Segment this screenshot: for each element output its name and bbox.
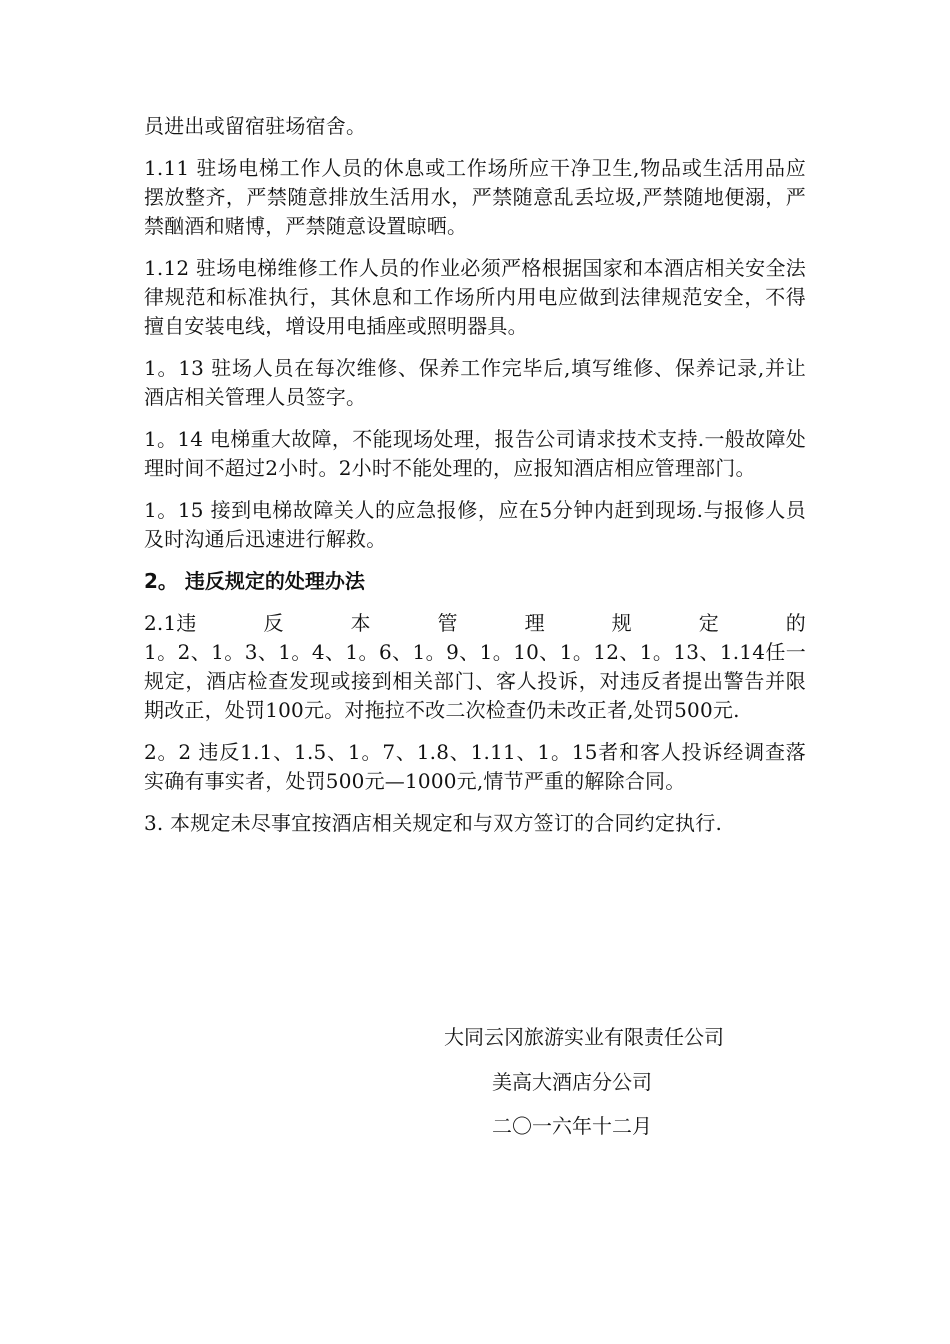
paragraph-3: 3. 本规定未尽事宜按酒店相关规定和与双方签订的合同约定执行.: [144, 811, 722, 835]
paragraph-2-1-word: 本: [350, 611, 371, 635]
document-body: [144, 112, 806, 851]
paragraph-2-1-word: 理: [524, 611, 545, 635]
signature-branch: 美高大酒店分公司: [492, 1070, 652, 1094]
paragraph-2-1-word: 管: [437, 611, 458, 635]
paragraph-1-10-continued: 员进出或留宿驻场宿舍。: [144, 114, 367, 138]
paragraph-1-11: 1.11 驻场电梯工作人员的休息或工作场所应干净卫生,物品或生活用品应摆放整齐，严禁随意排放生活用水，严禁随意乱丢垃圾,严禁随地便溺，严禁酗酒和赌博，严禁随意设置晾晒。: [144, 156, 806, 238]
paragraph-2-1-word: 定: [698, 611, 719, 635]
signature-company: 大同云冈旅游实业有限责任公司: [444, 1025, 724, 1049]
paragraph-2-2: 2。2 违反1.1、1.5、1。7、1.8、1.11、1。15者和客人投诉经调查落实确有事实者，处罚500元—1000元,情节严重的解除合同。: [144, 740, 806, 793]
paragraph-2-1-word: 2.1违: [144, 611, 197, 635]
paragraph-1-15: 1。15 接到电梯故障关人的应急报修，应在5分钟内赶到现场.与报修人员及时沟通后迅速进行解救。: [144, 498, 806, 551]
paragraph-2-1-word: 规: [611, 611, 632, 635]
section-2-heading: 2。 违反规定的处理办法: [144, 569, 365, 593]
paragraph-2-1-word: 的: [785, 611, 806, 635]
paragraph-2-1-first-line: [144, 609, 806, 638]
paragraph-2-1-rest: 1。2、1。3、1。4、1。6、1。9、1。10、1。12、1。13、1.14任一规定，酒店检查发现或接到相关部门、客人投诉，对违反者提出警告并限期改正，处罚100元。对拖拉不改二次检查仍未改正者,处罚500元.: [144, 640, 806, 722]
paragraph-1-14: 1。14 电梯重大故障，不能现场处理，报告公司请求技术支持.一般故障处理时间不超过2小时。2小时不能处理的，应报知酒店相应管理部门。: [144, 427, 806, 480]
paragraph-2-1-word: 反: [263, 611, 284, 635]
paragraph-1-13: 1。13 驻场人员在每次维修、保养工作完毕后,填写维修、保养记录,并让酒店相关管理人员签字。: [144, 356, 806, 409]
signature-date: 二〇一六年十二月: [492, 1114, 652, 1138]
paragraph-1-12: 1.12 驻场电梯维修工作人员的作业必须严格根据国家和本酒店相关安全法律规范和标准执行，其休息和工作场所内用电应做到法律规范安全，不得擅自安装电线，增设用电插座或照明器具。: [144, 256, 806, 338]
paragraph-2-1: [144, 609, 806, 725]
